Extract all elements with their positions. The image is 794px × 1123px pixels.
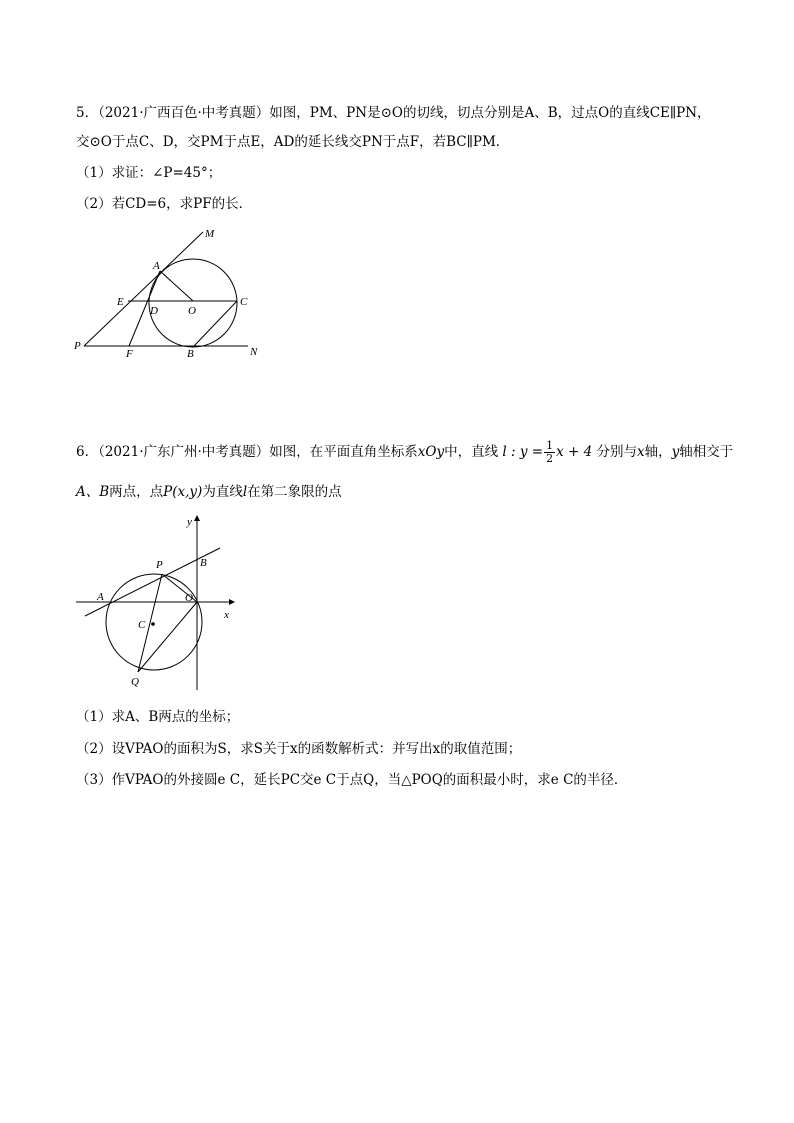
q5-label-d: D xyxy=(150,305,158,317)
q6-label-o: O xyxy=(185,592,193,604)
q5-label-b: B xyxy=(187,348,194,360)
q5-part-2: （2）若CD=6，求PF的长． xyxy=(76,196,253,212)
q5-line-bc xyxy=(194,301,237,346)
q6-part-3: （3）作VPAO的外接圆e C，延长PC交e C于点Q，当△POQ的面积最小时，求e C的半径． xyxy=(76,772,628,788)
q6-label-c: C xyxy=(138,619,146,631)
q5-stem-line-2: 交⊙O于点C、D，交PM于点E，AD的延长线交PN于点F，若BC∥PM． xyxy=(76,134,510,150)
q5-stem-line-1: 5．（2021·广西百色·中考真题）如图，PM、PN是⊙O的切线，切点分别是A、B，过点O的直线CE∥PN， xyxy=(76,105,711,121)
q6-stem-line-1: 6．（2021·广东广州·中考真题）如图，在平面直角坐标系xOy中，直线 l : y = $\frac{1}{2}$ x + 4 分别与x轴，y轴相交于 xyxy=(76,439,734,465)
q6-coordinate-figure xyxy=(72,510,247,695)
q5-label-m: M xyxy=(205,228,215,240)
q5-circle-o xyxy=(149,259,237,347)
q6-label-a: A xyxy=(97,591,104,603)
q6-label-q: Q xyxy=(131,676,139,688)
q6-var-xoy: xOy xyxy=(417,444,445,460)
q5-label-a: A xyxy=(153,260,160,272)
q5-geometry-figure xyxy=(70,225,270,360)
q6-label-x: x xyxy=(224,609,229,621)
q6-point-c xyxy=(151,622,155,626)
q5-label-o: O xyxy=(188,305,196,317)
q6-label-b: B xyxy=(200,557,207,569)
q6-label-y: y xyxy=(187,516,192,528)
q5-label-e: E xyxy=(117,296,124,308)
q5-label-p: P xyxy=(74,340,81,352)
q5-label-c: C xyxy=(240,296,248,308)
q5-line-ao xyxy=(160,271,193,301)
q5-line-pm xyxy=(84,232,203,346)
q5-part-1: （1）求证：∠P=45°； xyxy=(76,165,222,181)
q6-fraction-half: $\frac{1}{2}$ xyxy=(546,439,554,465)
q6-part-2: （2）设VPAO的面积为S，求S关于x的函数解析式：并写出x的取值范围； xyxy=(76,741,522,757)
q5-label-f: F xyxy=(126,348,133,360)
q6-circle-c xyxy=(106,574,202,670)
q6-equation: l : y = xyxy=(502,444,544,460)
q6-stem-line-2: A、B两点，点P(x,y)为直线l在第二象限的点 xyxy=(76,484,342,500)
q6-part-1: （1）求A、B两点的坐标； xyxy=(76,709,240,725)
q5-label-n: N xyxy=(250,346,258,358)
q6-label-p: P xyxy=(156,559,163,571)
